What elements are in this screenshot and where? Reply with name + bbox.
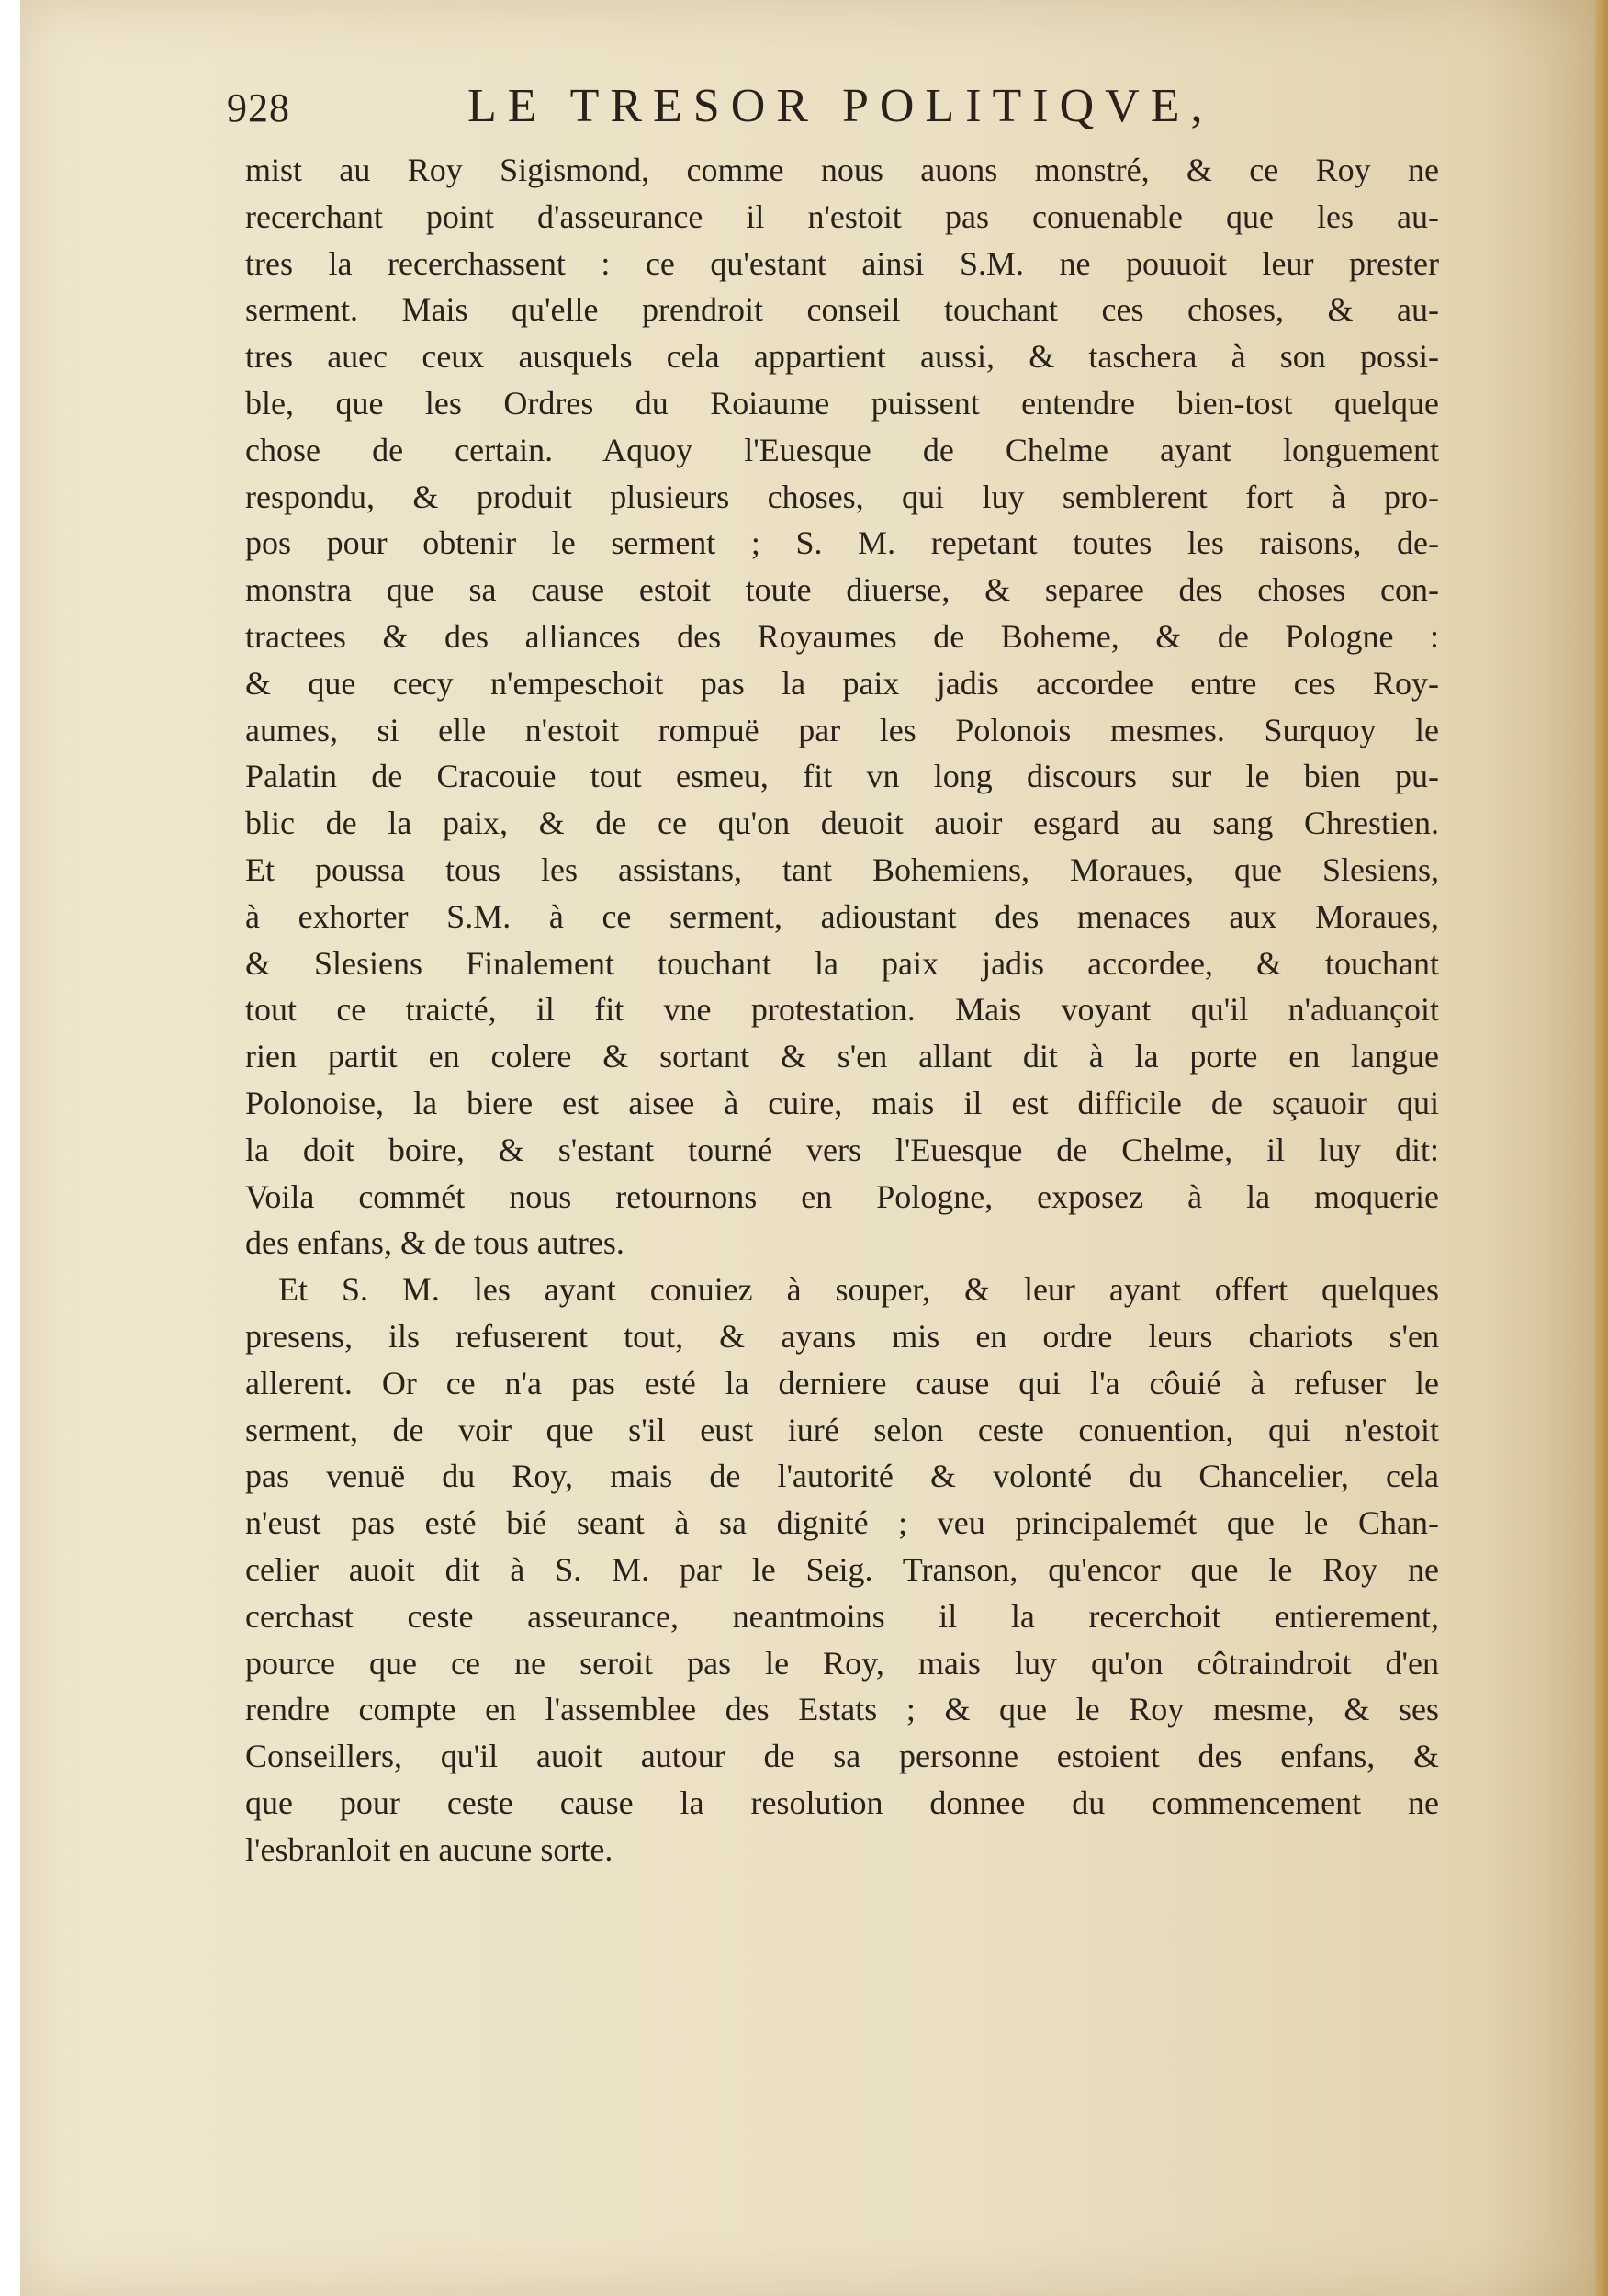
text-line: l'esbranloit en aucune sorte. [245, 1830, 613, 1868]
text-line: celier auoit dit à S. M. par le Seig. Transon, qu'encor que le Roy ne [245, 1550, 1439, 1588]
text-line: cerchast ceste asseurance, neantmoins il la recerchoit entierement, [245, 1597, 1439, 1635]
text-line: des enfans, & de tous autres. [245, 1224, 624, 1262]
text-line: Et S. M. les ayant conuiez à souper, & leur ayant offert quelques [278, 1271, 1439, 1309]
text-line: Conseillers, qu'il auoit autour de sa personne estoient des enfans, & [245, 1738, 1439, 1775]
text-line: rien partit en colere & sortant & s'en allant dit à la porte en langue [245, 1038, 1439, 1075]
body-text [245, 147, 1439, 1873]
text-line: & Slesiens Finalement touchant la paix jadis accordee, & touchant [245, 944, 1439, 982]
page-edge [1595, 0, 1608, 2296]
text-line: recerchant point d'asseurance il n'estoit pas conuenable que les au- [245, 197, 1439, 235]
text-line: aumes, si elle n'estoit rompuë par les Polonois mesmes. Surquoy le [245, 711, 1439, 748]
text-line: n'eust pas esté bié seant à sa dignité ; veu principalemét que le Chan- [245, 1504, 1439, 1542]
text-line: tractees & des alliances des Royaumes de Boheme, & de Pologne : [245, 617, 1439, 655]
running-header [227, 79, 1494, 143]
text-line: Palatin de Cracouie tout esmeu, fit vn long discours sur le bien pu- [245, 758, 1439, 795]
running-title: LE TRESOR POLITIQVE, [467, 80, 1214, 132]
text-line: serment. Mais qu'elle prendroit conseil touchant ces choses, & au- [245, 291, 1439, 329]
text-line: pos pour obtenir le serment ; S. M. repetant toutes les raisons, de- [245, 524, 1439, 562]
text-line: Polonoise, la biere est aisee à cuire, mais il est difficile de sçauoir qui [245, 1084, 1439, 1121]
text-line: que pour ceste cause la resolution donnee du commencement ne [245, 1784, 1439, 1821]
text-line: à exhorter S.M. à ce serment, adioustant des menaces aux Moraues, [245, 897, 1439, 935]
text-line: chose de certain. Aquoy l'Euesque de Chelme ayant longuement [245, 431, 1439, 468]
text-line: respondu, & produit plusieurs choses, qui luy semblerent fort à pro- [245, 478, 1439, 515]
text-line: & que cecy n'empeschoit pas la paix jadis accordee entre ces Roy- [245, 664, 1439, 702]
text-line: la doit boire, & s'estant tourné vers l'Euesque de Chelme, il luy dit: [245, 1131, 1439, 1168]
text-line: blic de la paix, & de ce qu'on deuoit auoir esgard au sang Chrestien. [245, 805, 1439, 842]
text-line: pource que ce ne seroit pas le Roy, mais luy qu'on côtraindroit d'en [245, 1644, 1439, 1682]
text-line: allerent. Or ce n'a pas esté la derniere cause qui l'a côuié à refuser le [245, 1364, 1439, 1401]
text-line: monstra que sa cause estoit toute diuerse, & separee des choses con- [245, 571, 1439, 609]
text-line: mist au Roy Sigismond, comme nous auons monstré, & ce Roy ne [245, 152, 1439, 188]
text-line: tres la recerchassent : ce qu'estant ainsi S.M. ne pouuoit leur prester [245, 244, 1439, 282]
text-line: ble, que les Ordres du Roiaume puissent entendre bien-tost quelque [245, 384, 1439, 422]
text-line: serment, de voir que s'il eust iuré selon ceste conuention, qui n'estoit [245, 1411, 1439, 1448]
text-line: presens, ils refuserent tout, & ayans mis en ordre leurs chariots s'en [245, 1317, 1439, 1355]
page-number: 928 [227, 85, 290, 130]
text-line: rendre compte en l'assemblee des Estats ; & que le Roy mesme, & ses [245, 1691, 1439, 1728]
text-line: tout ce traicté, il fit vne protestation. Mais voyant qu'il n'aduançoit [245, 991, 1439, 1029]
text-line: pas venuë du Roy, mais de l'autorité & volonté du Chancelier, cela [245, 1458, 1439, 1495]
text-line: tres auec ceux ausquels cela appartient aussi, & taschera à son possi- [245, 338, 1439, 376]
text-line: Voila commét nous retournons en Pologne, exposez à la moquerie [245, 1177, 1439, 1215]
text-line: Et poussa tous les assistans, tant Bohemiens, Moraues, que Slesiens, [245, 850, 1439, 888]
book-page [20, 0, 1608, 2296]
